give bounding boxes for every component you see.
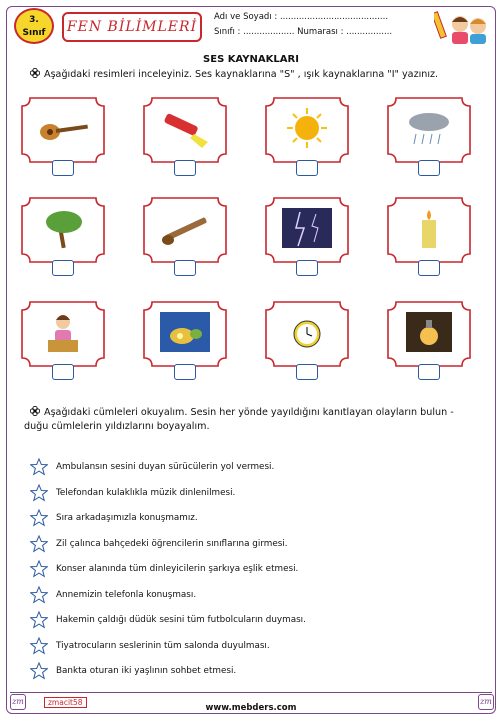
answer-box[interactable] <box>296 160 318 176</box>
statement-item <box>30 560 298 578</box>
picture-card <box>386 196 472 264</box>
answer-box[interactable] <box>296 364 318 380</box>
answer-box[interactable] <box>174 160 196 176</box>
statement-text: Konser alanında tüm dinleyicilerin şarkıya eşlik etmesi. <box>56 564 299 574</box>
site-url[interactable]: www.mebders.com <box>205 703 297 713</box>
instruction-2-line-1: Aşağıdaki cümleleri okuyalım. Sesin her yönde yayıldığını kanıtlayan olayların bulun - <box>44 407 454 418</box>
wind-tree-icon <box>36 206 90 250</box>
answer-box[interactable] <box>418 260 440 276</box>
picture-card <box>142 196 228 264</box>
zm-logo-right: zm <box>478 694 494 710</box>
guitar-icon <box>36 106 90 150</box>
picture-card <box>142 96 228 164</box>
statement-item <box>30 611 306 629</box>
flashlight-icon <box>158 106 212 150</box>
picture-card <box>142 300 228 368</box>
flower-bullet-icon <box>30 68 40 78</box>
star-icon[interactable] <box>30 458 48 476</box>
star-icon[interactable] <box>30 484 48 502</box>
instruction-2 <box>24 406 500 434</box>
footer-divider <box>10 692 492 693</box>
statement-text: Hakemin çaldığı düdük sesini tüm futbolcuların duyması. <box>56 615 306 625</box>
picture-card <box>386 300 472 368</box>
grade-number: 3. <box>29 15 39 25</box>
speaker-woman-icon <box>36 310 90 354</box>
star-icon[interactable] <box>30 586 48 604</box>
answer-box[interactable] <box>174 364 196 380</box>
author-signature: zmacit58 <box>44 697 87 708</box>
statement-text: Telefondan kulaklıkla müzik dinlenilmesi. <box>56 487 236 498</box>
answer-box[interactable] <box>52 160 74 176</box>
statement-item <box>30 586 196 604</box>
flower-bullet-icon <box>30 406 40 416</box>
kids-pencil-icon <box>434 10 490 46</box>
statement-item <box>30 484 235 502</box>
class-number-field[interactable]: Sınıfı : ................... Numarası : ................. <box>214 27 393 37</box>
answer-box[interactable] <box>52 260 74 276</box>
star-icon[interactable] <box>30 535 48 553</box>
star-icon[interactable] <box>30 637 48 655</box>
statement-text: Ambulansın sesini duyan sürücülerin yol vermesi. <box>56 462 275 472</box>
statement-item <box>30 509 198 527</box>
picture-card <box>20 196 106 264</box>
statement-item <box>30 662 236 680</box>
instruction-1-text: Aşağıdaki resimleri inceleyiniz. Ses kaynaklarına "S" , ışık kaynaklarına "I" yazınız. <box>44 69 439 80</box>
statement-text: Tiyatrocuların seslerinin tüm salonda duyulması. <box>56 640 270 651</box>
statement-text: Annemizin telefonla konuşması. <box>56 589 197 600</box>
grade-label: Sınıf <box>22 28 46 38</box>
firefly-icon <box>158 310 212 354</box>
picture-card <box>386 96 472 164</box>
zm-logo-left: zm <box>10 694 26 710</box>
answer-box[interactable] <box>174 260 196 276</box>
subject-title: FEN BİLİMLERİ <box>62 12 202 42</box>
star-icon[interactable] <box>30 662 48 680</box>
student-info <box>210 10 436 44</box>
answer-box[interactable] <box>418 364 440 380</box>
grade-badge <box>14 8 54 44</box>
light-bulb-icon <box>402 310 456 354</box>
star-icon[interactable] <box>30 611 48 629</box>
statement-text: Zil çalınca bahçedeki öğrencilerin sınıflarına girmesi. <box>56 538 288 549</box>
statement-item <box>30 535 288 553</box>
sun-icon <box>280 106 334 150</box>
picture-card <box>264 196 350 264</box>
page-title: SES KAYNAKLARI <box>203 54 299 65</box>
picture-card <box>20 96 106 164</box>
picture-card <box>264 96 350 164</box>
picture-card <box>264 300 350 368</box>
answer-box[interactable] <box>52 364 74 380</box>
name-field[interactable]: Adı ve Soyadı : ........................................ <box>214 12 389 22</box>
star-icon[interactable] <box>30 560 48 578</box>
alarm-clock-icon <box>280 310 334 354</box>
statement-text: Bankta oturan iki yaşlının sohbet etmesi. <box>56 666 237 676</box>
answer-box[interactable] <box>418 160 440 176</box>
instruction-2-line-2: duğu cümlelerin yıldızlarını boyayalım. <box>24 421 210 432</box>
statement-item <box>30 458 274 476</box>
rain-cloud-icon <box>402 106 456 150</box>
candle-icon <box>402 206 456 250</box>
statement-item <box>30 637 270 655</box>
answer-box[interactable] <box>296 260 318 276</box>
picture-card <box>20 300 106 368</box>
statement-text: Sıra arkadaşımızla konuşmamız. <box>56 513 198 523</box>
star-icon[interactable] <box>30 509 48 527</box>
flute-icon <box>158 206 212 250</box>
lightning-icon <box>280 206 334 250</box>
instruction-1 <box>30 68 500 82</box>
